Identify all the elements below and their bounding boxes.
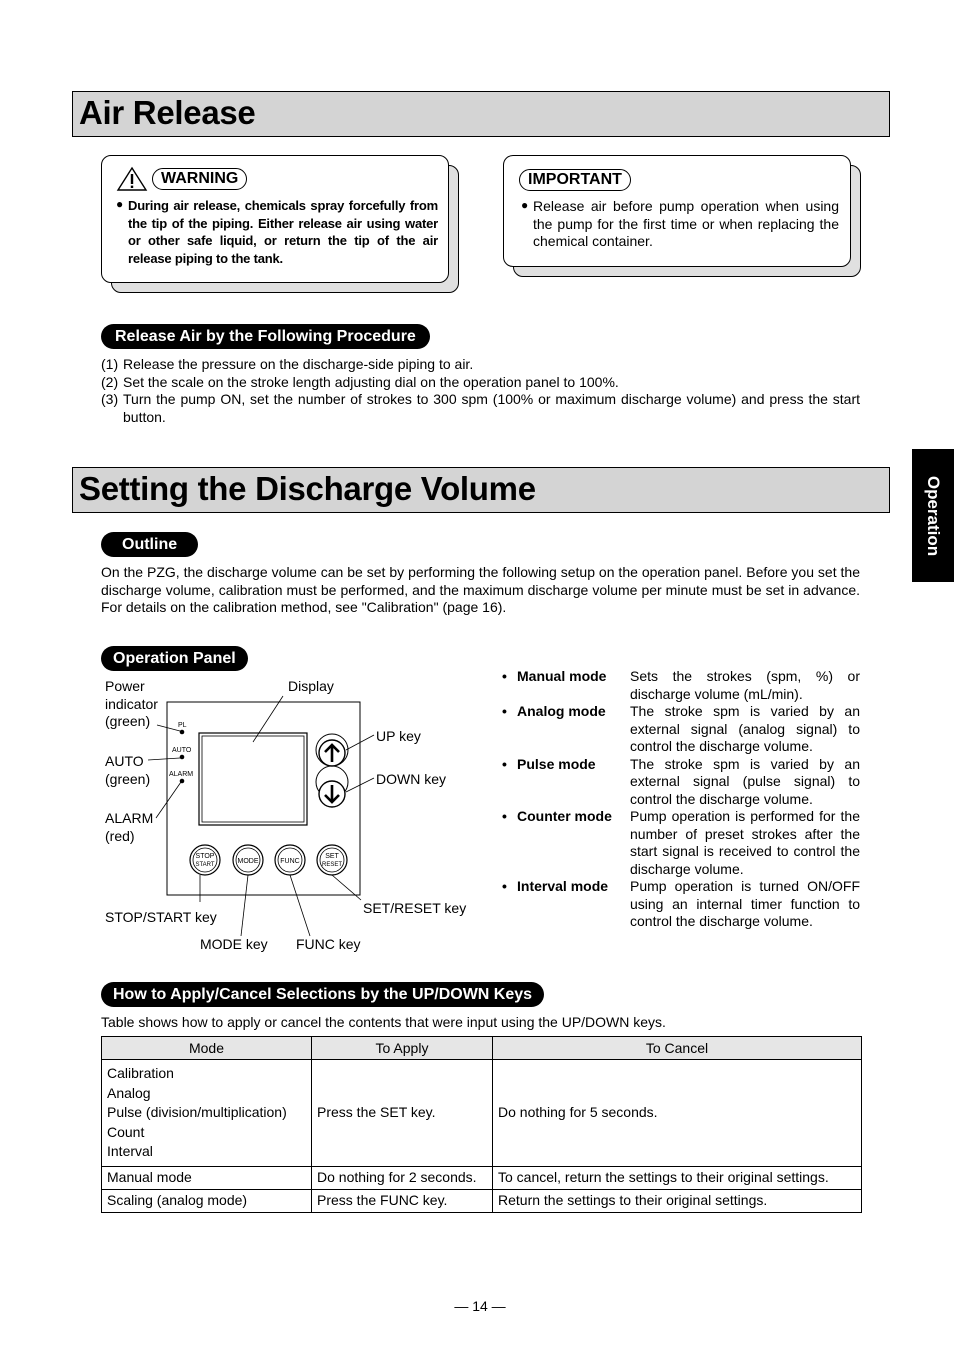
important-label: IMPORTANT	[519, 169, 631, 191]
table-row: Calibration Analog Pulse (division/multiplication) Count Interval Press the SET key. Do nothing for 5 seconds.	[102, 1060, 862, 1167]
btn-stop-label: STOP	[195, 853, 215, 860]
alarm-label: ALARM	[105, 810, 154, 826]
table-row: Manual mode Do nothing for 2 seconds. To cancel, return the settings to their original settings.	[102, 1166, 862, 1189]
btn-set-label: SET	[325, 853, 339, 860]
list-item: • Interval mode Pump operation is turned ON/OFF using an internal timer function to control the discharge volume.	[502, 878, 860, 931]
stop-start-key	[190, 845, 220, 875]
operation-panel-diagram	[100, 672, 480, 962]
list-item: • Pulse mode The stroke spm is varied by an external signal (pulse signal) to control the discharge volume.	[502, 756, 860, 809]
keys-heading: How to Apply/Cancel Selections by the UP/DOWN Keys	[101, 982, 544, 1007]
column-header: Mode	[102, 1037, 312, 1060]
section-title: Air Release	[79, 94, 256, 131]
power-color-label: (green)	[105, 713, 151, 729]
stop-start-key-label: STOP/START key	[105, 909, 217, 925]
section-header-air-release	[72, 91, 890, 137]
auto-label: AUTO	[105, 753, 144, 769]
warning-box: WARNING ● During air release, chemicals spray forcefully from the tip of the piping. Either release air using water or other safe liquid, or return the tip of the air release piping to the tank.	[101, 155, 449, 283]
list-item: • Counter mode Pump operation is performed for the number of preset strokes after the start signal is received to control the discharge volume.	[502, 808, 860, 878]
section-header-discharge-volume	[72, 467, 890, 513]
list-item: (1) Release the pressure on the discharge-side piping to air.	[101, 356, 474, 372]
important-text: Release air before pump operation when using the pump for the first time or when replacing the chemical container.	[533, 198, 839, 249]
table-row: Scaling (analog mode) Press the FUNC key. Return the settings to their original settings.	[102, 1189, 862, 1212]
column-header: To Cancel	[493, 1037, 862, 1060]
warning-label: WARNING	[152, 168, 247, 190]
set-reset-key	[317, 845, 347, 875]
keys-table	[101, 1036, 862, 1213]
display-label: Display	[288, 678, 334, 694]
table-header-row	[102, 1037, 862, 1060]
indicator-label: indicator	[105, 696, 158, 712]
outline-text: On the PZG, the discharge volume can be set by performing the following setup on the operation panel. Before you set the discharge volume, calibration must be performed, and the maximum discharge volume per minute must be set in advance. For details on the calibration method, see "Calibration" (page 16).	[101, 564, 860, 615]
led-auto-label: AUTO	[172, 747, 192, 754]
auto-color-label: (green)	[105, 771, 151, 787]
up-key-label: UP key	[376, 728, 421, 744]
btn-reset-label: RESET	[321, 862, 343, 868]
func-key-label: FUNC key	[296, 936, 361, 952]
page-number: — 14 —	[454, 1298, 506, 1314]
alarm-color-label: (red)	[105, 828, 135, 844]
warning-triangle-icon	[116, 166, 148, 192]
section-title: Setting the Discharge Volume	[79, 470, 536, 507]
procedure-heading: Release Air by the Following Procedure	[101, 324, 430, 349]
procedure-list	[101, 356, 860, 426]
power-label: Power	[105, 678, 145, 694]
keys-intro-text: Table shows how to apply or cancel the contents that were input using the UP/DOWN keys.	[101, 1014, 666, 1030]
list-item: • Manual mode Sets the strokes (spm, %) or discharge volume (mL/min).	[502, 668, 860, 703]
btn-mode-label: MODE	[237, 858, 259, 865]
important-box: IMPORTANT ● Release air before pump operation when using the pump for the first time or when replacing the chemical container.	[503, 155, 851, 267]
list-item: • Analog mode The stroke spm is varied by an external signal (analog signal) to control the discharge volume.	[502, 703, 860, 756]
display-screen	[199, 733, 307, 825]
set-reset-key-label: SET/RESET key	[363, 900, 467, 916]
auto-led	[180, 755, 185, 760]
warning-text: During air release, chemicals spray forcefully from the tip of the piping. Either release air using water or other safe liquid, or return the tip of the air release piping to the tank.	[128, 198, 438, 266]
column-header: To Apply	[312, 1037, 493, 1060]
led-pl-label: PL	[178, 722, 187, 729]
btn-start-label: START	[195, 862, 215, 868]
outline-heading: Outline	[101, 532, 198, 557]
modes-list	[502, 668, 860, 931]
list-item: (2) Set the scale on the stroke length adjusting dial on the operation panel to 100%.	[101, 373, 619, 390]
side-tab-operation: Operation	[912, 449, 954, 582]
btn-func-label: FUNC	[280, 858, 300, 865]
list-item: (3) Turn the pump ON, set the number of strokes to 300 spm (100% or maximum discharge volume) and press the start button.	[101, 391, 860, 425]
down-key-label: DOWN key	[376, 771, 446, 787]
led-alarm-label: ALARM	[169, 771, 194, 778]
mode-key-label: MODE key	[200, 936, 268, 952]
power-indicator-led	[180, 730, 185, 735]
operation-panel-heading: Operation Panel	[101, 646, 248, 671]
